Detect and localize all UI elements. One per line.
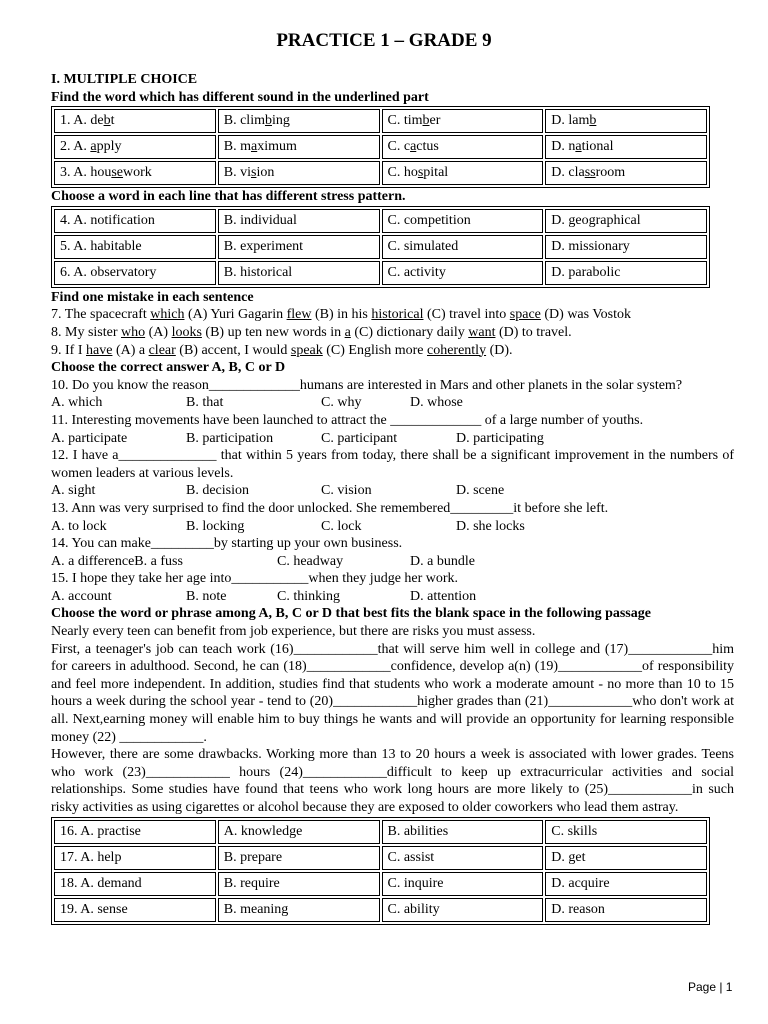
page-title: PRACTICE 1 – GRADE 9 [276,30,492,51]
table-cell [218,161,380,185]
word-part: 2. A. [60,139,91,155]
option: D. whose [410,395,463,411]
table-cell: C. ability [382,898,544,922]
options-14 [51,553,734,571]
table-cell: B. historical [218,261,380,285]
underlined-part: which [150,307,185,323]
word-part: pital [423,165,449,181]
mistake-sentence-8 [51,324,734,342]
instruction-sound: Find the word which has different sound in the underlined part [51,89,429,105]
underlined-part: speak [290,342,323,358]
word-part: ctus [416,139,439,155]
table-cell: B. experiment [218,235,380,259]
option: C. thinking [277,588,341,604]
sound-table [51,106,710,188]
option: A. a differenceB. a fuss [51,553,183,569]
passage-paragraph-2: First, a teenager's job can teach work (16)____________that will serve him well in college and (17)____________him for careers in adulthood. Second, he can (18)____________confidence, develop a(n) (19)____________of responsibility and feel more independent. In addition, studies find that students who work a moderate amount - no more than 10 to 15 hours a week during the school year - tend to (20)____________higher grades than (21)____________who don't work at all. Next,earning money will enable him to buy things he wants and will provide an opportunity for learning responsible money (22) ____________. [51,641,734,745]
option: C. lock [321,518,362,534]
sentence-part: (A) [145,324,172,340]
question-15: 15. I hope they take her age into___________when they judge her work. [51,571,459,587]
sentence-part: (B) up ten new words in [201,324,345,340]
instruction-passage: Choose the word or phrase among A, B, C or D that best fits the blank space in the following passage [51,606,651,622]
word-part: B. vi [223,165,251,181]
underlined-part: se [111,165,124,181]
table-cell: 18. A. demand [54,872,216,896]
option: D. a bundle [410,553,475,569]
table-row [54,109,707,133]
sentence-part: (B) accent, I would [175,342,291,358]
options-15 [51,588,734,606]
options-12 [51,482,734,500]
underlined-part: s [250,165,257,181]
word-part: room [595,165,626,181]
word-part: pply [96,139,122,155]
table-row [54,209,707,233]
word-part: er [429,113,441,129]
option: B. that [186,395,224,411]
word-part: 1. A. de [60,113,104,129]
table-cell [54,161,216,185]
word-part: tional [581,139,614,155]
table-cell: A. knowledge [218,820,380,844]
table-cell: 6. A. observatory [54,261,216,285]
table-cell: C. simulated [382,235,544,259]
word-part: D. lam [551,113,590,129]
underlined-part: b [264,113,272,129]
sentence-part: (C) English more [322,342,427,358]
passage-paragraph-3: However, there are some drawbacks. Working more than 13 to 20 hours a week is associated with lower grades. Teens who work (23)____________ hours (24)____________difficult to keep up extracurricular activities and social relationships. Some studies have found that teens who work long hours are more likely to (25)____________in such risky activities as using cigarettes or alcohol because they are exposed to older coworkers who lead them astray. [51,747,734,815]
word-part: C. tim [387,113,423,129]
option: C. why [321,395,362,411]
option: A. to lock [51,518,107,534]
options-13 [51,518,734,536]
word-part: ximum [257,139,297,155]
table-cell [382,135,544,159]
table-cell [54,109,216,133]
underlined-part: historical [371,307,424,323]
underlined-part: space [509,307,541,323]
underlined-part: who [121,324,146,340]
mistake-sentence-7 [51,306,734,324]
option: B. note [186,588,227,604]
word-part: 3. A. hou [60,165,112,181]
stress-table [51,206,710,288]
table-row [54,846,707,870]
table-cell: D. geographical [545,209,707,233]
underlined-part: a [410,139,417,155]
table-cell [382,161,544,185]
sentence-part: (D). [486,342,513,358]
table-cell: C. assist [382,846,544,870]
underlined-part: a [90,139,97,155]
option: C. headway [277,553,344,569]
word-part: C. c [387,139,411,155]
option: B. participation [186,430,274,446]
word-part: B. clim [223,113,265,129]
table-cell: B. abilities [382,820,544,844]
sentence-part: (B) in his [311,307,372,323]
table-cell [218,135,380,159]
underlined-part: looks [171,324,202,340]
instruction-stress: Choose a word in each line that has different stress pattern. [51,189,406,205]
table-cell: D. missionary [545,235,707,259]
mistake-sentence-9 [51,342,734,360]
option: B. decision [186,483,249,499]
question-10: 10. Do you know the reason_____________humans are interested in Mars and other planets in the solar system? [51,377,683,393]
option: D. attention [410,588,477,604]
table-row [54,161,707,185]
question-14: 14. You can make_________by starting up your own business. [51,536,403,552]
table-cell: B. require [218,872,380,896]
instruction-correct: Choose the correct answer A, B, C or D [51,360,286,376]
sentence-part: (C) dictionary daily [350,324,469,340]
underlined-part: s [417,165,424,181]
underlined-part: ss [584,165,596,181]
passage-table [51,817,710,925]
table-cell: C. activity [382,261,544,285]
table-row [54,872,707,896]
sentence-part: 7. The spacecraft [51,307,151,323]
word-part: D. cla [551,165,585,181]
underlined-part: coherently [426,342,487,358]
sentence-part: (C) travel into [423,307,510,323]
table-cell: 5. A. habitable [54,235,216,259]
table-cell: C. inquire [382,872,544,896]
underlined-part: b [589,113,597,129]
table-cell [218,109,380,133]
section-heading: I. MULTIPLE CHOICE [51,72,198,87]
underlined-part: clear [148,342,176,358]
table-cell [54,135,216,159]
table-cell: 17. A. help [54,846,216,870]
table-cell: B. prepare [218,846,380,870]
table-cell: D. get [545,846,707,870]
question-13: 13. Ann was very surprised to find the door unlocked. She remembered_________it before she left. [51,500,609,516]
word-part: t [110,113,115,129]
option: A. account [51,588,112,604]
underlined-part: a [250,139,258,155]
table-row [54,898,707,922]
sentence-part: (A) Yuri Gagarin [184,307,287,323]
question-11: 11. Interesting movements have been launched to attract the _____________ of a large number of youths. [51,412,644,428]
table-cell: B. meaning [218,898,380,922]
option: C. participant [321,430,398,446]
table-row [54,820,707,844]
table-cell: 16. A. practise [54,820,216,844]
options-11 [51,430,734,448]
sentence-part: (D) to travel. [495,324,572,340]
table-row [54,235,707,259]
table-cell: D. acquire [545,872,707,896]
table-cell: C. skills [545,820,707,844]
underlined-part: b [422,113,430,129]
word-part: D. n [551,139,576,155]
options-10 [51,394,734,412]
table-cell: D. reason [545,898,707,922]
option: B. locking [186,518,245,534]
table-row [54,261,707,285]
option: D. she locks [456,518,525,534]
passage-paragraph-1: Nearly every teen can benefit from job experience, but there are risks you must assess. [51,624,536,640]
option: A. sight [51,483,96,499]
table-cell [545,109,707,133]
sentence-part: (A) a [112,342,149,358]
option: A. participate [51,430,128,446]
option: D. participating [456,430,544,446]
table-cell [545,135,707,159]
table-cell [545,161,707,185]
table-cell: B. individual [218,209,380,233]
table-cell: 19. A. sense [54,898,216,922]
option: D. scene [456,483,505,499]
table-cell: D. parabolic [545,261,707,285]
underlined-part: a [344,324,351,340]
sentence-part: 8. My sister [51,324,121,340]
word-part: ion [256,165,275,181]
instruction-mistake: Find one mistake in each sentence [51,289,254,305]
table-cell: C. competition [382,209,544,233]
word-part: work [123,165,152,181]
option: A. which [51,395,103,411]
word-part: ing [271,113,290,129]
table-cell [382,109,544,133]
page-number: Page | 1 [688,980,733,994]
sentence-part: 9. If I [51,342,86,358]
question-12: 12. I have a______________ that within 5 years from today, there shall be a significant improvement in the numbers of women leaders at various levels. [51,448,734,481]
word-part: C. ho [387,165,418,181]
document-body [51,70,734,925]
underlined-part: have [86,342,113,358]
word-part: B. m [223,139,251,155]
underlined-part: flew [286,307,312,323]
underlined-part: a [575,139,582,155]
table-row [54,135,707,159]
option: C. vision [321,483,372,499]
table-cell: 4. A. notification [54,209,216,233]
underlined-part: b [103,113,111,129]
underlined-part: want [468,324,496,340]
sentence-part: (D) was Vostok [540,307,631,323]
